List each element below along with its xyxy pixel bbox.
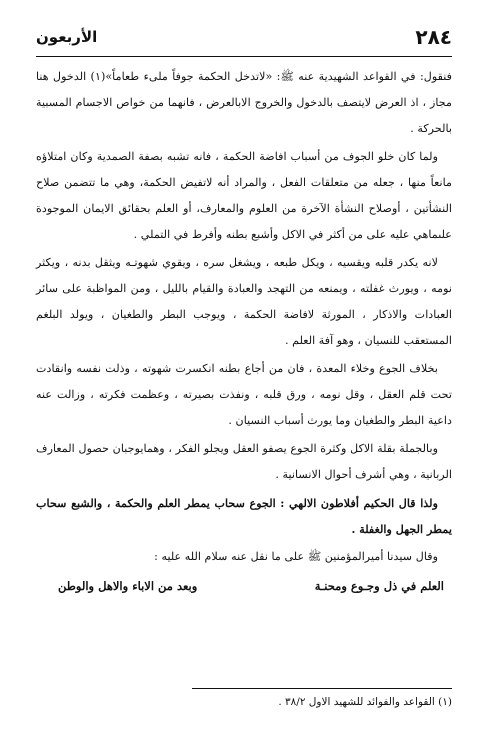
header-rule [36,56,452,57]
page-number: ٢٨٤ [415,25,452,49]
verse-second-half: وبعد من الاباء والاهل والوطن [58,579,198,593]
paragraph-1: فنقول: في القواعد الشهيدية عنه ﷺ: «لاتدخل الحكمة جوفاً ملىء طعاماً»(١) الدخول هنا مجاز ، اذ العرض لايتصف بالدخول والخروج الابالعرض ، فانهما من خواص الاجسام المسبية بالحركة . [36,70,453,135]
footnote: (١) القواعد والفوائد للشهيد الاول ٣٨/٢ . [278,696,452,708]
verse-first-half: العلم في ذل وجـوع ومحنـة [314,579,444,593]
paragraph-5: وبالجملة بقلة الاكل وكثرة الجوع يصفو العقل ويجلو الفكر ، وهمايوجبان حصول المعارف الربانية ، وهي أشرف أحوال الانسانية . [36,442,452,481]
paragraph-3: لانه يكدر قلبه ويقسيه ، ويكل طبعه ، ويشغل سره ، ويقوي شهوتـه ويثقل بدنه ، ويكثر نومه ، ويورث غفلته ، ويمنعه من التهجد والعبادة والقيام بالليل ، ومن المواظبة على سائر العبادات والاذكار ، المورثة لافاضة الحكمة ، ويوجب البطر والطغيان ، ويولد البلغم المستعقب للنسيان ، وهو آفة العلم . [36,256,452,347]
paragraph-4: بخلاف الجوع وخلاء المعدة ، فان من أجاع بطنه انكسرت شهوته ، وذلت نفسه وانقادت تحت قلم العقل ، وقل نومه ، ورق قلبه ، ونفذت بصيرته ، وعظمت فكرته ، وزالت عنه داعية البطر والطغيان وما يورث أسباب النسيان . [36,362,452,427]
page-header [36,24,452,50]
body-text [36,64,452,600]
poem-verse [36,572,452,600]
paragraph-2: ولما كان خلو الجوف من أسباب افاضة الحكمة ، فانه تشبه بصفة الصمدية وكان امتلاؤه مانعاً منها ، جعله من متعلقات الفعل ، والمراد أنه لاتفيض الحكمة، وهي ما تتضمن صلاح النشأتين ، أوصلاح النشأة الآخرة من العلوم والمعارف، أو العلم بحقائق الايمان الموجودة علىماهي عليه على من أكثر في الاكل وأشبع بطنه وأفرط في التملي . [36,150,452,241]
paragraph-6: ولذا قال الحكيم أفلاطون الالهي : الجوع سحاب يمطر العلم والحكمة ، والشبع سحاب يمطر الجهل والغفلة . [36,496,452,536]
paragraph-7: وقال سيدنا أميرالمؤمنين ﷺ على ما نقل عنه سلام الله عليه : [154,550,438,563]
footnote-rule [192,688,452,689]
running-title: الأربعون [36,28,98,46]
